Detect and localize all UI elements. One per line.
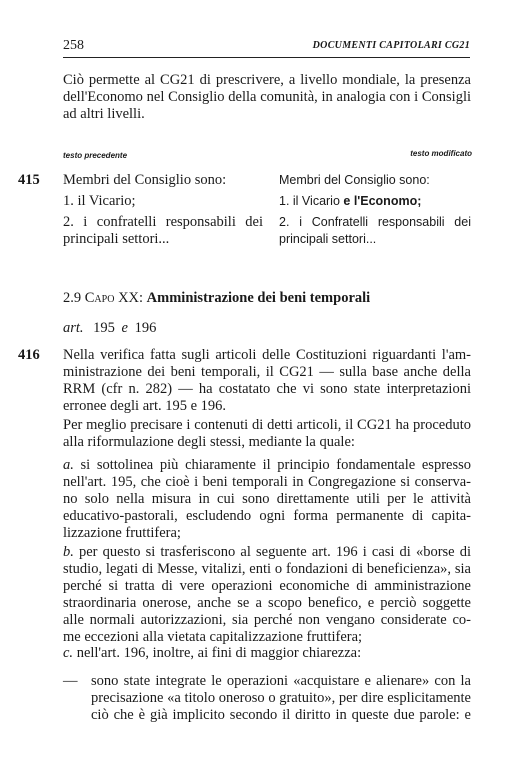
running-header: DOCUMENTI CAPITOLARI CG21 [312,40,470,51]
text-line: alle normali autorizzazioni, sia perché non vengano considerate co- [63,612,471,628]
list-letter-c: c. [63,645,74,661]
previous-text-line: 1. il Vicario; [63,193,136,209]
text-line: Nella verifica fatta sugli articoli delle Costituzioni riguardanti l'am- [63,347,471,363]
text-line: nell'art. 195, che cioè i beni temporali in Congregazione si conserva- [63,474,471,490]
text-line: me eccezioni alla vietata capitalizzazione fruttifera; [63,629,363,645]
section-number: 2.9 [63,290,82,306]
list-letter-b: b. [63,544,74,560]
list-letter-a: a. [63,457,74,473]
intro-line: ad altri livelli. [63,106,145,122]
section-capo-number: XX: [118,290,144,306]
text-line: Per meglio precisare i contenuti di detti articoli, il CG21 ha proceduto [63,417,471,433]
text-line: straordinaria onerose, anche se a scopo benefico, e perciò soggette [63,595,471,611]
article-reference [63,320,156,337]
text-line: ministrazione dei beni temporali, il CG21 — sulla base anche della [63,364,471,380]
previous-text-line: 2. i confratelli responsabili dei [63,214,263,230]
text-line: perché si tratta di vere operazioni economiche di amministrazione [63,578,471,594]
paragraph-number-415: 415 [18,172,40,188]
section-heading [63,290,370,307]
text-line: precisazione «a titolo oneroso o gratuito», per dire esplicitamente [91,690,471,706]
list-item-b [63,544,471,646]
modified-text-prefix: 1. il Vicario [279,194,344,208]
label-previous-text: testo precedente [63,151,128,160]
intro-line: dell'Economo nel Consiglio della comunità, in analogia con i Consigli [63,89,471,105]
list-item-a [63,457,471,542]
dash-item [91,673,471,724]
dash-bullet: — [63,673,78,689]
text-line: studio, legati di Messe, vitalizi, enti o fondazioni di beneficienza», sia [63,561,471,577]
text-line-content: per questo si trasferiscono al seguente art. 196 i casi di «borse di [79,544,472,560]
section-title: Amministrazione dei beni temporali [146,290,371,306]
text-line: erronee degli art. 195 e 196. [63,398,227,414]
text-line [63,544,471,561]
modified-text-line: principali settori... [279,232,377,246]
text-line [63,457,471,474]
paragraph-number-416: 416 [18,347,40,363]
previous-text-column [63,172,263,248]
header-rule [63,57,470,58]
previous-text-line: principali settori... [63,231,170,247]
text-line-content: si sottolinea più chiaramente il principio fondamentale espresso [80,457,471,473]
text-line: RRM (cfr n. 282) — ha costatato che vi sono state interpretazioni [63,381,471,397]
text-line: sono state integrate le operazioni «acquistare e alienare» con la [91,673,471,689]
text-line: ciò che è già implicito secondo il diritto in queste due parole: e [91,707,471,723]
section-capo: Capo [84,290,115,306]
article-number: 196 [134,320,157,336]
article-number: 195 [93,320,115,336]
intro-paragraph [63,72,471,123]
modified-text-bold: e l'Economo; [343,194,422,208]
paragraph-416-method [63,417,471,451]
text-line: lizzazione fruttifera; [63,525,181,541]
text-line: no solo nella misura in cui sono direttamente utili per le attività [63,491,471,507]
list-item-c [63,645,471,662]
page-number: 258 [63,38,84,53]
article-conjunction: e [121,320,128,336]
modified-text-line: Membri del Consiglio sono: [279,173,430,187]
modified-text-column [279,172,471,248]
article-word: art. [63,320,84,336]
text-line: alla riformulazione degli stessi, mediante la quale: [63,434,355,450]
modified-text-line: 2. i Confratelli responsabili dei [279,215,471,229]
text-line: educativo-pastorali, escludendo ogni forma permanente di capita- [63,508,471,524]
paragraph-416-intro [63,347,471,415]
label-modified-text: testo modificato [410,149,472,158]
text-line [63,645,471,662]
previous-text-line: Membri del Consiglio sono: [63,172,227,188]
text-line-content: nell'art. 196, inoltre, ai fini di maggior chiarezza: [76,645,362,661]
modified-text-line [279,193,471,210]
intro-line: Ciò permette al CG21 di prescrivere, a livello mondiale, la presenza [63,72,471,88]
